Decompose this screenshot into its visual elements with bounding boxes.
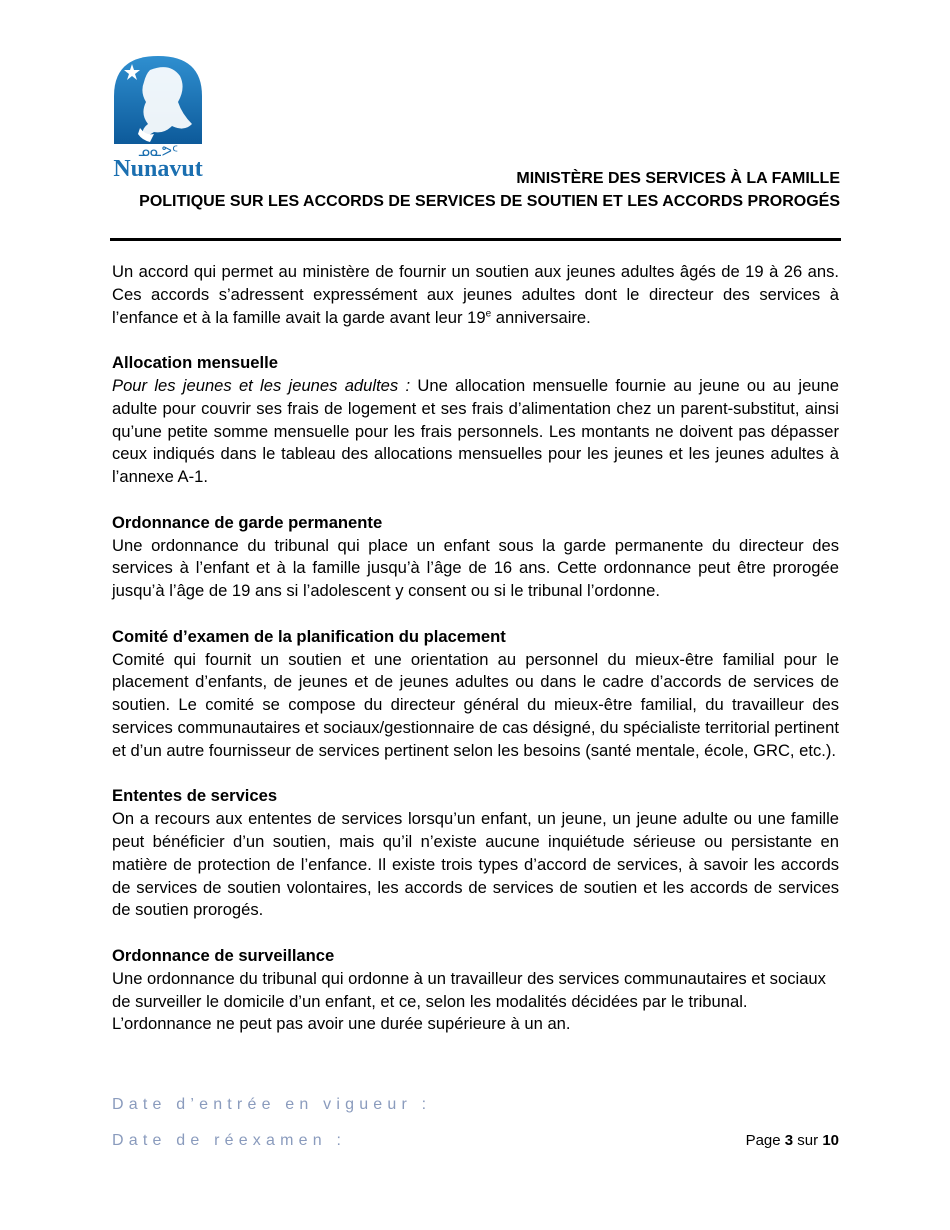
page-current: 3 — [784, 1132, 794, 1149]
comite-text: Comité qui fournit un soutien et une orientation au personnel du mieux-être familial pour le placement d’enfants, de jeunes et de jeunes adultes ou dans le cadre d’accords de services de soutien. Le comité se compose du directeur général du mieux-être familial, du travailleur des services communautaires et sociaux/gestionnaire de cas désigné, du spécialiste territorial pertinent et d’un autre fournisseur de services pertinent selon les besoins (santé mentale, école, GRC, etc.). — [112, 649, 839, 760]
intro-paragraph — [112, 261, 839, 329]
ententes-definition — [112, 785, 839, 922]
intro-superscript: e — [485, 308, 492, 320]
policy-title: POLITIQUE SUR LES ACCORDS DE SERVICES DE SOUTIEN ET LES ACCORDS PROROGÉS — [139, 193, 840, 210]
surveillance-term: Ordonnance de surveillance — [112, 945, 335, 965]
allocation-lead: Pour les jeunes et les jeunes adultes : — [112, 375, 411, 395]
document-body — [112, 261, 839, 1059]
allocation-text: Une allocation mensuelle fournie au jeune ou au jeune adulte pour couvrir ses frais de logement et ses frais d’alimentation chez un parent-substitut, ainsi qu’une petite somme mensuelle pour les frais personnels. Les montants ne doivent pas dépasser ceux indiqués dans le tableau des allocations mensuelles pour les jeunes et les jeunes adultes à l’annexe A-1. — [112, 375, 839, 487]
allocation-term: Allocation mensuelle — [112, 353, 278, 373]
page-separator: sur — [797, 1132, 819, 1149]
ministry-title: MINISTÈRE DES SERVICES À LA FAMILLE — [516, 170, 840, 187]
intro-text: Un accord qui permet au ministère de fournir un soutien aux jeunes adultes âgés de 19 à 26 ans. Ces accords s’adressent expressément aux jeunes adultes dont le directeur des services à l’enfance et à la famille avait la garde avant leur 19 — [112, 262, 839, 327]
comite-definition — [112, 626, 839, 763]
garde-definition — [112, 512, 839, 603]
review-date-label: Date de réexamen : — [112, 1132, 347, 1149]
comite-term: Comité d’examen de la planification du placement — [112, 626, 506, 646]
garde-term: Ordonnance de garde permanente — [112, 512, 383, 532]
header-divider — [110, 238, 841, 241]
garde-text: Une ordonnance du tribunal qui place un enfant sous la garde permanente du directeur des services à l’enfant et à la famille jusqu’à l’âge de 16 ans. Cette ordonnance peut être prorogée jusqu’à l’âge de 19 ans si l’adolescent y consent ou si le tribunal l’ordonne. — [112, 535, 839, 601]
nunavut-logo — [110, 52, 210, 180]
logo-syllabics: ᓄᓇᕗᑦ — [137, 144, 179, 160]
effective-date-label: Date d’entrée en vigueur : — [112, 1096, 432, 1113]
surveillance-text: Une ordonnance du tribunal qui ordonne à un travailleur des services communautaires et sociaux de surveiller le domicile d’un enfant, et ce, selon les modalités décidées par le tribunal. L’ordonnance ne peut pas avoir une durée supérieure à un an. — [112, 968, 826, 1034]
page-prefix: Page — [745, 1132, 781, 1149]
surveillance-definition — [112, 945, 839, 1036]
page-number — [746, 1132, 839, 1149]
intro-text-end: anniversaire. — [491, 307, 591, 327]
page-total: 10 — [822, 1132, 839, 1149]
ententes-term: Ententes de services — [112, 786, 278, 806]
allocation-definition — [112, 352, 839, 489]
ententes-text: On a recours aux ententes de services lorsqu’un enfant, un jeune, un jeune adulte ou une famille peut bénéficier d’un soutien, mais qu’il n’existe aucune inquiétude sérieuse ou persistante en matière de protection de l’enfance. Il existe trois types d’accord de services, à savoir les accords de services de soutien volontaires, les accords de services de soutien et les accords de services de soutien prorogés. — [112, 809, 839, 920]
logo-wordmark: Nunavut — [113, 156, 203, 180]
